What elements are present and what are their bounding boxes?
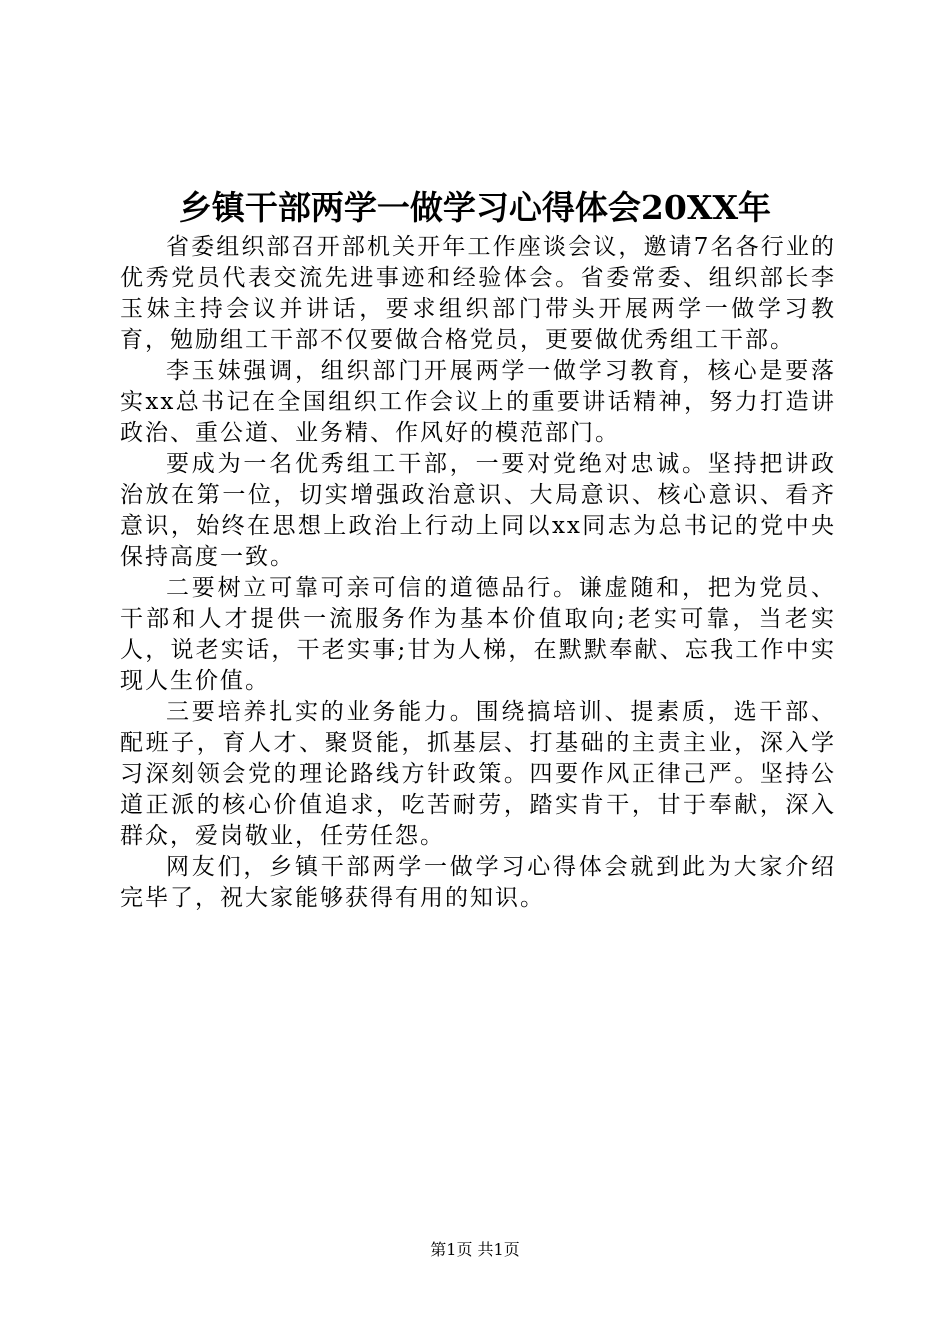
paragraph: 省委组织部召开部机关开年工作座谈会议，邀请7名各行业的优秀党员代表交流先进事迹和经验体会。省委常委、组织部长李玉妹主持会议并讲话，要求组织部门带头开展两学一做学习教育，勉励组工干部不仅要做合格党员，更要做优秀组工干部。 — [120, 234, 836, 353]
document-title: 乡镇干部两学一做学习心得体会20XX年 — [178, 188, 772, 227]
paragraph: 二要树立可靠可亲可信的道德品行。谦虚随和，把为党员、干部和人才提供一流服务作为基本价值取向;老实可靠，当老实人，说老实话，干老实事;甘为人梯，在默默奉献、忘我工作中实现人生价值。 — [120, 575, 836, 694]
page-number-footer: 第1页 共1页 — [430, 1240, 520, 1259]
paragraph: 网友们，乡镇干部两学一做学习心得体会就到此为大家介绍完毕了，祝大家能够获得有用的知识。 — [120, 854, 836, 911]
document-body — [120, 232, 836, 914]
paragraph: 李玉妹强调，组织部门开展两学一做学习教育，核心是要落实xx总书记在全国组织工作会议上的重要讲话精神，努力打造讲政治、重公道、业务精、作风好的模范部门。 — [120, 358, 836, 446]
paragraph: 要成为一名优秀组工干部，一要对党绝对忠诚。坚持把讲政治放在第一位，切实增强政治意识、大局意识、核心意识、看齐意识，始终在思想上政治上行动上同以xx同志为总书记的党中央保持高度一致。 — [120, 451, 836, 570]
paragraph: 三要培养扎实的业务能力。围绕搞培训、提素质，选干部、配班子，育人才、聚贤能，抓基层、打基础的主责主业，深入学习深刻领会党的理论路线方针政策。四要作风正律己严。坚持公道正派的核心价值追求，吃苦耐劳，踏实肯干，甘于奉献，深入群众，爱岗敬业，任劳任怨。 — [120, 699, 836, 849]
